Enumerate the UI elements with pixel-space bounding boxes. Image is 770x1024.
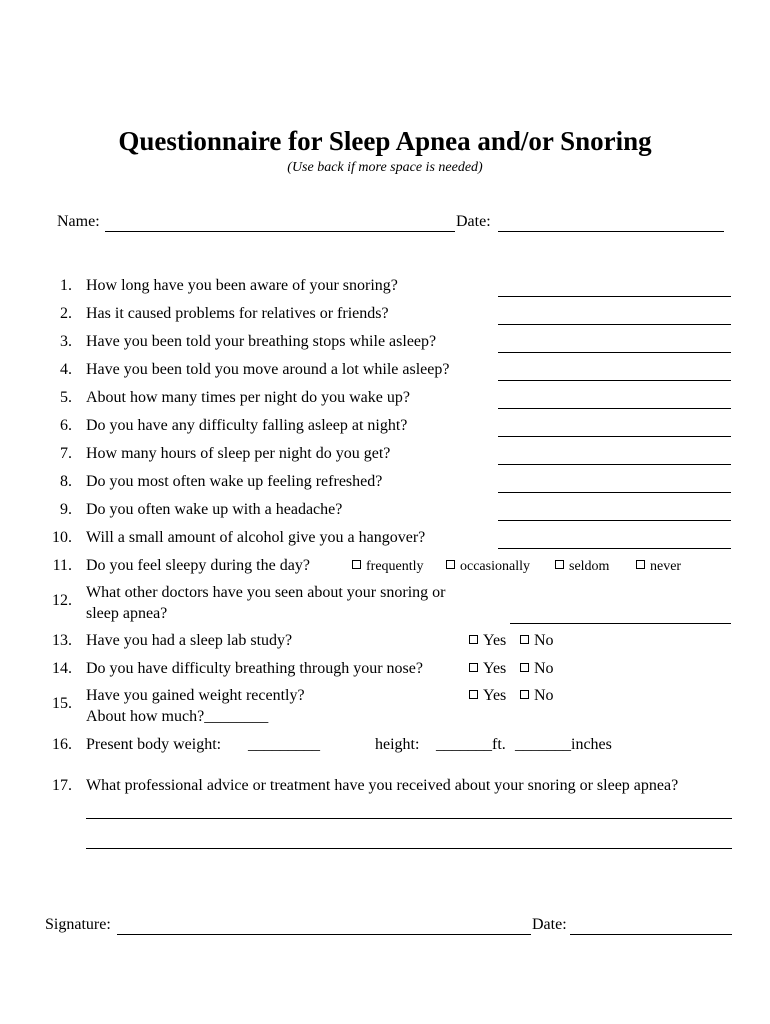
question-number: 9. — [60, 501, 72, 518]
name-label: Name: — [57, 213, 100, 230]
question-5-text: About how many times per night do you wake up? — [86, 389, 410, 406]
question-4-text: Have you been told you move around a lot while asleep? — [86, 361, 450, 378]
question-15-text-line1: Have you gained weight recently? — [86, 687, 305, 704]
question-10-text: Will a small amount of alcohol give you a hangover? — [86, 529, 426, 546]
question-8-answer[interactable] — [498, 492, 731, 493]
checkbox-icon — [469, 690, 478, 699]
question-13-yes[interactable]: Yes — [469, 632, 506, 650]
question-9-answer[interactable] — [498, 520, 731, 521]
question-number: 7. — [60, 445, 72, 462]
checkbox-icon — [636, 560, 645, 569]
question-3-text: Have you been told your breathing stops while asleep? — [86, 333, 437, 350]
question-7-answer[interactable] — [498, 464, 731, 465]
footer-date-label: Date: — [532, 916, 567, 933]
checkbox-icon — [520, 690, 529, 699]
question-number: 13. — [52, 632, 72, 649]
question-number: 14. — [52, 660, 72, 677]
checkbox-icon — [352, 560, 361, 569]
question-12-text-line1: What other doctors have you seen about your snoring or — [86, 584, 446, 601]
checkbox-icon — [469, 635, 478, 644]
option-never[interactable]: never — [636, 559, 681, 575]
checkbox-icon — [446, 560, 455, 569]
checkbox-icon — [520, 635, 529, 644]
question-8-text: Do you most often wake up feeling refreshed? — [86, 473, 383, 490]
question-5-answer[interactable] — [498, 408, 731, 409]
question-12-text-line2: sleep apnea? — [86, 605, 168, 622]
height-label: height: — [375, 736, 420, 753]
question-13-text: Have you had a sleep lab study? — [86, 632, 293, 649]
question-9-text: Do you often wake up with a headache? — [86, 501, 343, 518]
signature-field[interactable] — [117, 934, 531, 935]
question-14-text: Do you have difficulty breathing through your nose? — [86, 660, 423, 677]
question-14-no[interactable]: No — [520, 660, 554, 678]
question-14-yes[interactable]: Yes — [469, 660, 506, 678]
question-16-text: Present body weight: — [86, 736, 222, 753]
question-3-answer[interactable] — [498, 352, 731, 353]
checkbox-icon — [520, 663, 529, 672]
question-15-text-line2: About how much?________ — [86, 708, 269, 725]
question-17-answer-line-1[interactable] — [86, 818, 732, 819]
name-field[interactable] — [105, 231, 455, 232]
option-seldom[interactable]: seldom — [555, 559, 609, 575]
height-inches-field[interactable]: _______inches — [515, 736, 612, 753]
question-7-text: How many hours of sleep per night do you get? — [86, 445, 391, 462]
question-13-no[interactable]: No — [520, 632, 554, 650]
question-number: 15. — [52, 695, 72, 712]
question-11-text: Do you feel sleepy during the day? — [86, 557, 310, 574]
question-number: 12. — [52, 592, 72, 609]
signature-label: Signature: — [45, 916, 111, 933]
question-number: 16. — [52, 736, 72, 753]
question-10-answer[interactable] — [498, 548, 731, 549]
question-number: 11. — [52, 557, 72, 574]
date-field[interactable] — [498, 231, 724, 232]
question-15-yes[interactable]: Yes — [469, 687, 506, 705]
question-4-answer[interactable] — [498, 380, 731, 381]
height-feet-field[interactable]: _______ft. — [436, 736, 506, 753]
question-number: 10. — [52, 529, 72, 546]
question-6-answer[interactable] — [498, 436, 731, 437]
question-15-no[interactable]: No — [520, 687, 554, 705]
question-1-text: How long have you been aware of your snoring? — [86, 277, 398, 294]
page-title: Questionnaire for Sleep Apnea and/or Snoring — [118, 126, 652, 156]
question-number: 5. — [60, 389, 72, 406]
question-2-answer[interactable] — [498, 324, 731, 325]
page-subtitle: (Use back if more space is needed) — [287, 160, 483, 175]
footer-date-field[interactable] — [570, 934, 732, 935]
question-6-text: Do you have any difficulty falling asleep at night? — [86, 417, 408, 434]
question-number: 3. — [60, 333, 72, 350]
question-17-text: What professional advice or treatment have you received about your snoring or sleep apnea? — [86, 777, 679, 794]
question-17-answer-line-2[interactable] — [86, 848, 732, 849]
question-number: 6. — [60, 417, 72, 434]
question-number: 8. — [60, 473, 72, 490]
question-number: 1. — [60, 277, 72, 294]
question-number: 17. — [52, 777, 72, 794]
question-2-text: Has it caused problems for relatives or friends? — [86, 305, 389, 322]
question-number: 4. — [60, 361, 72, 378]
question-number: 2. — [60, 305, 72, 322]
date-label: Date: — [456, 213, 491, 230]
question-1-answer[interactable] — [498, 296, 731, 297]
question-12-answer[interactable] — [510, 623, 731, 624]
weight-field[interactable]: _________ — [248, 736, 320, 753]
checkbox-icon — [555, 560, 564, 569]
option-frequently[interactable]: frequently — [352, 559, 424, 575]
option-occasionally[interactable]: occasionally — [446, 559, 530, 575]
checkbox-icon — [469, 663, 478, 672]
